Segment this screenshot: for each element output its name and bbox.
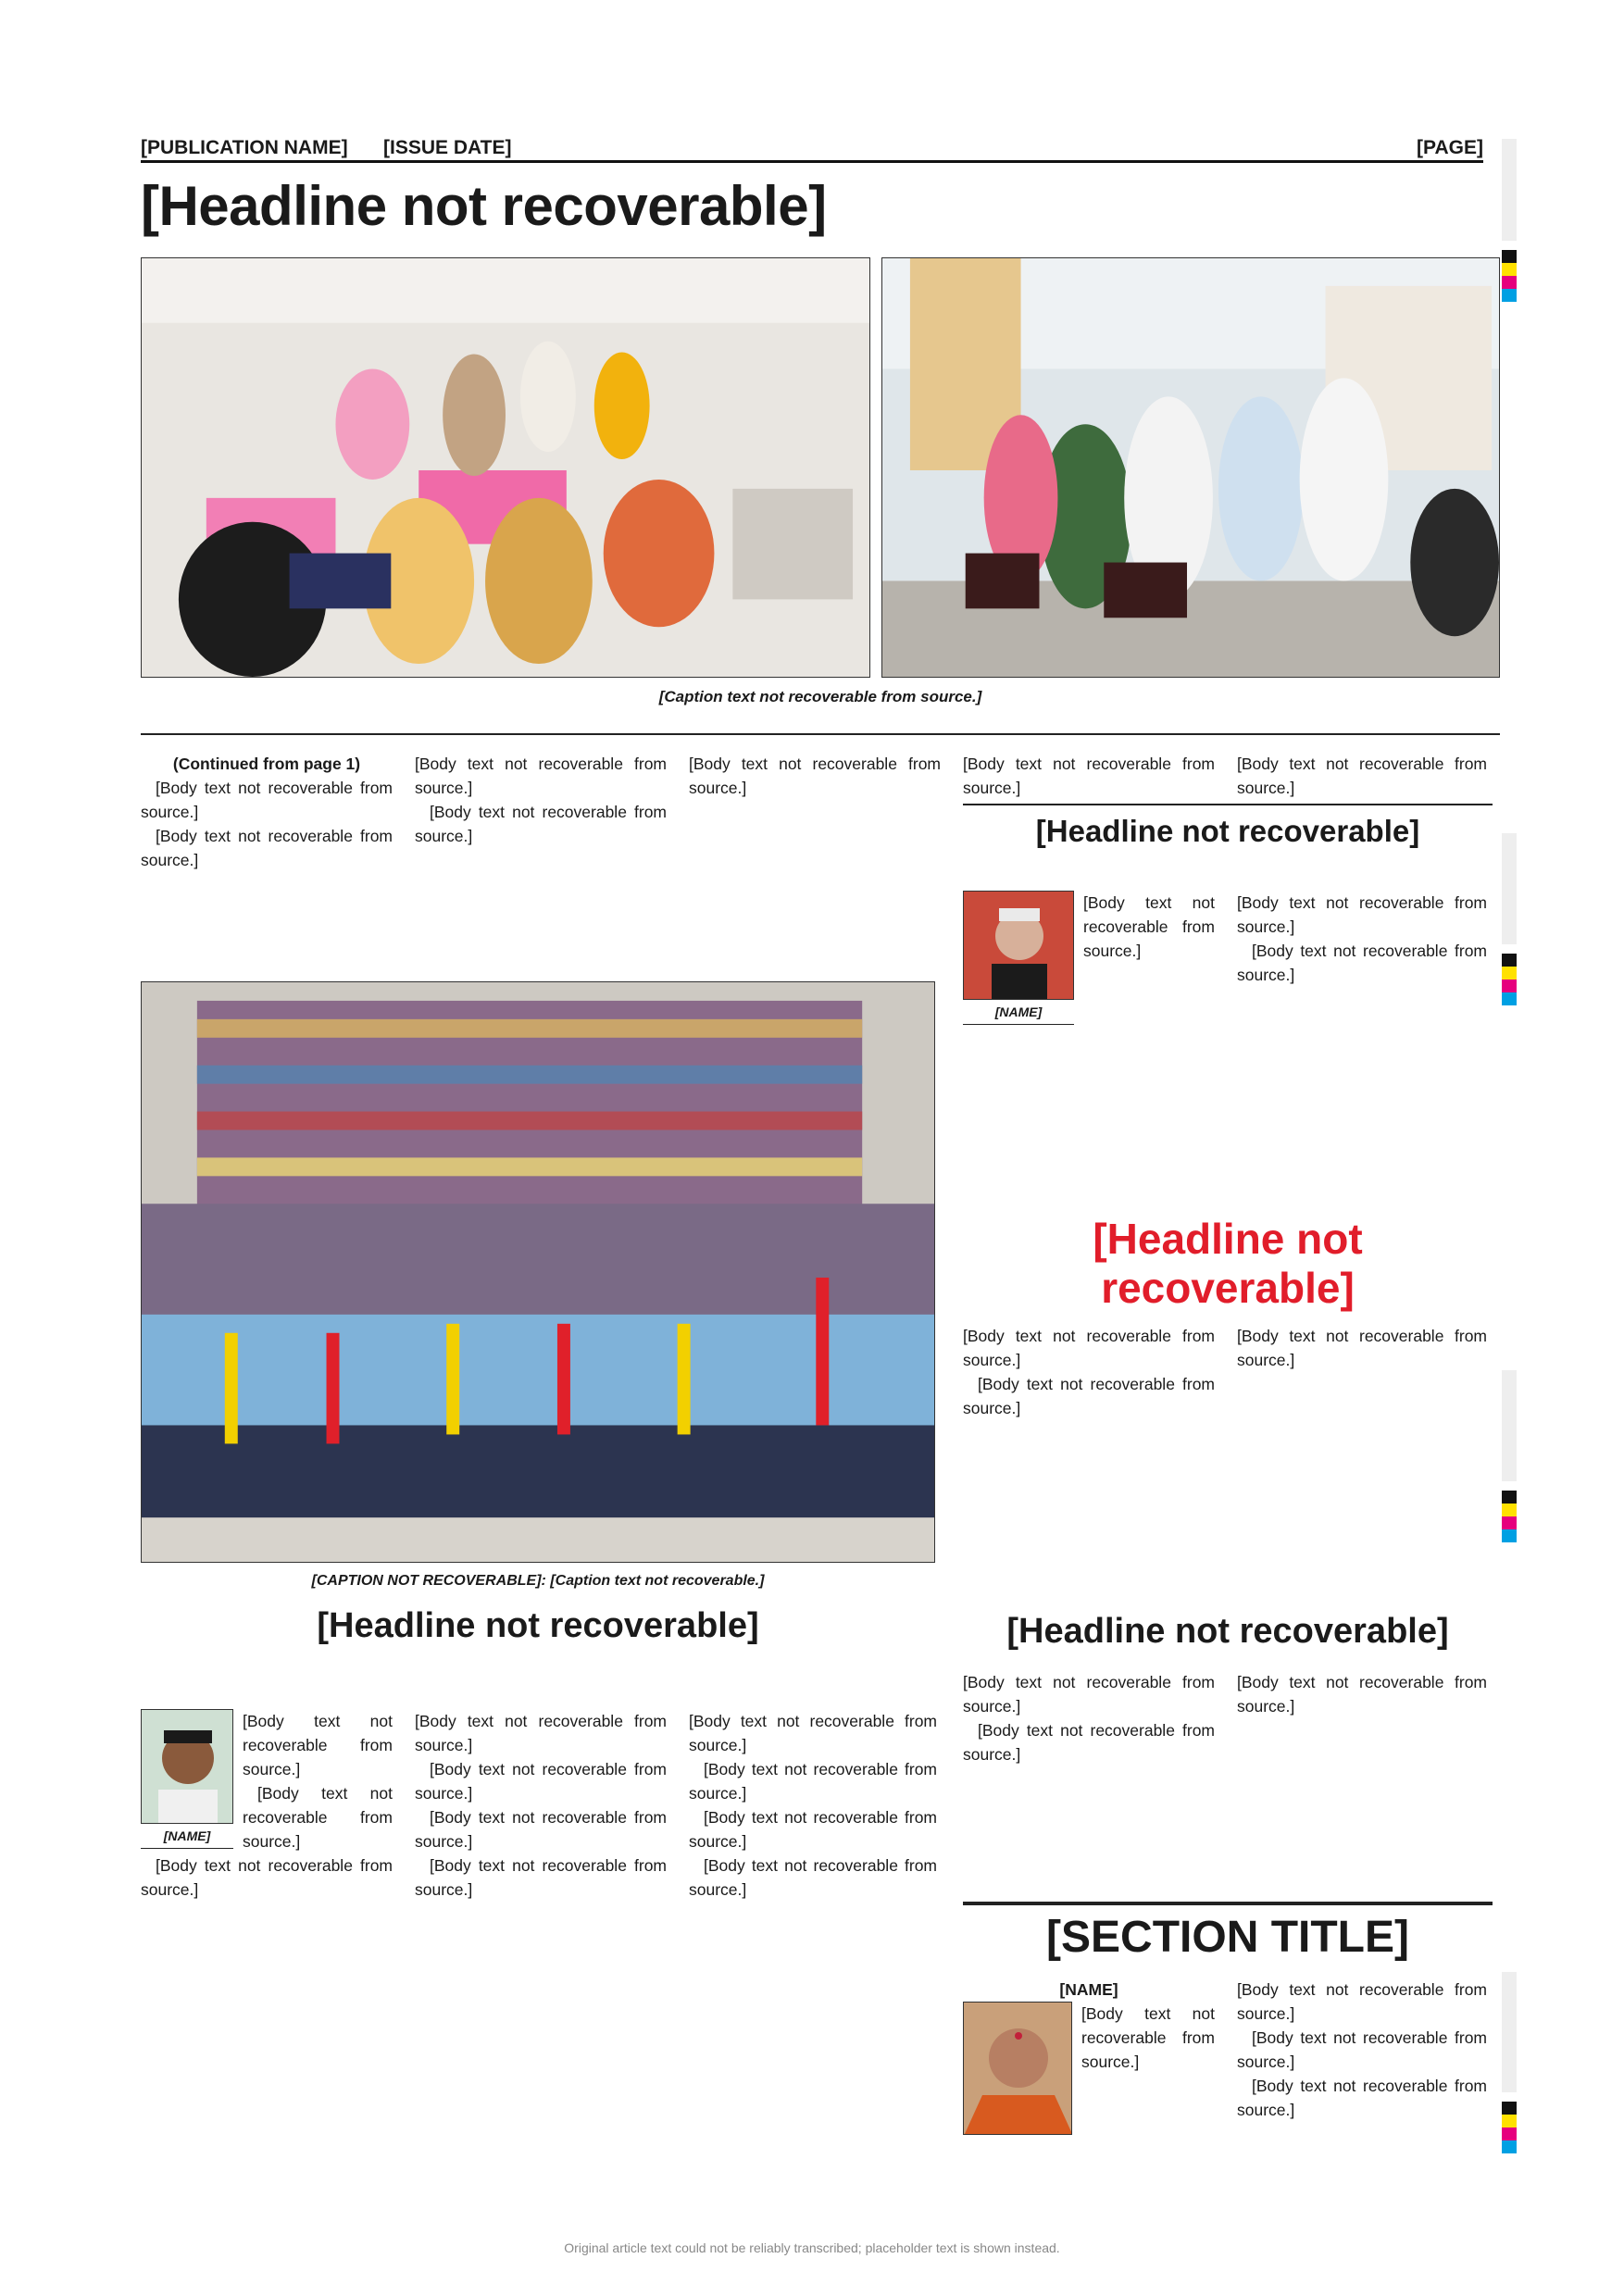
top-photo-caption: [Caption text not recoverable from source.] [658,688,982,705]
paragraph: [Body text not recoverable from source.] [963,1375,1215,1417]
page-number: [PAGE] [1417,137,1483,158]
paragraph: [Body text not recoverable from source.] [243,1784,393,1851]
mugshot-block [141,1709,233,1849]
paragraph: [Body text not recoverable from source.] [1083,893,1215,960]
paragraph: [Body text not recoverable from source.] [415,803,667,845]
children-photo-caption: [CAPTION NOT RECOVERABLE]: [Caption text not recoverable.] [311,1573,765,1589]
caption-rule [141,733,1500,735]
paragraph: [Body text not recoverable from source.] [963,1721,1215,1764]
obituary-photo [963,2002,1072,2135]
paragraph: [Body text not recoverable from source.] [1237,893,1487,936]
paragraph: [Body text not recoverable from source.] [689,1808,937,1851]
placeholder-note: Original article text could not be reliably transcribed; placeholder text is shown instead. [564,2240,1060,2255]
publication-name: [PUBLICATION NAME] [141,137,348,158]
story1-column-4 [963,752,1215,800]
closed-headline: [Headline not recoverable] [1093,1215,1363,1312]
mugshot-caption: [NAME] [141,1824,233,1849]
paragraph: [Body text not recoverable from source.] [689,1760,937,1803]
paragraph: [Body text not recoverable from source.] [415,1856,667,1899]
registration-mark [1502,2102,1517,2153]
paragraph: [Body text not recoverable from source.] [415,755,667,797]
paragraph: [Body text not recoverable from source.] [689,755,941,797]
story1-column-2 [415,752,667,848]
story1-column-3 [689,752,941,800]
margin-gray-bar [1502,833,1517,944]
resolution-headline: [Headline not recoverable] [317,1606,759,1645]
obituary-headline: [SECTION TITLE] [1046,1913,1409,1962]
obituary-rule [963,1902,1493,1905]
paragraph: [Body text not recoverable from source.] [689,1712,937,1754]
photo-volunteers-registering [141,257,870,678]
resolution-column-3 [689,1709,937,1902]
margin-gray-bar [1502,1370,1517,1481]
mugshot-photo [963,891,1074,1000]
paragraph: [Body text not recoverable from source.] [963,1673,1215,1716]
paragraph: [Body text not recoverable from source.] [415,1808,667,1851]
margin-gray-bar [1502,139,1517,241]
feted-column-b [1237,891,1487,987]
paragraph: [Body text not recoverable from source.] [1237,1980,1487,2023]
feted-column-a [963,891,1215,1029]
paragraph: [Body text not recoverable from source.] [141,1856,393,1899]
main-headline: [Headline not recoverable] [141,175,827,237]
resolution-column-2 [415,1709,667,1902]
issue-date: [ISSUE DATE] [383,137,512,158]
paragraph: [Body text not recoverable from source.] [689,1856,937,1899]
obituary-name: [NAME] [1059,1980,1118,1999]
paragraph: [Body text not recoverable from source.] [415,1760,667,1803]
paragraph: [Body text not recoverable from source.] [1237,2028,1487,2071]
photo-delegates-stepping-out [881,257,1500,678]
closed-column-b [1237,1324,1487,1372]
mugshot-caption: [NAME] [963,1000,1074,1025]
paragraph: [Body text not recoverable from source.] [141,779,393,821]
paragraph: [Body text not recoverable from source.] [1081,2004,1215,2071]
mugshot-block [963,891,1074,1025]
resolution-column-1 [141,1709,393,1902]
chain-column-b [1237,1670,1487,1718]
registration-mark [1502,1491,1517,1542]
paragraph: [Body text not recoverable from source.] [415,1712,667,1754]
story1-column-1 [141,752,393,872]
paragraph: [Body text not recoverable from source.] [1237,2077,1487,2119]
masthead [141,135,1483,163]
mugshot-photo [141,1709,233,1824]
continued-label: (Continued from page 1) [172,755,361,773]
story1-column-5 [1237,752,1487,800]
feted-headline: [Headline not recoverable] [1035,814,1420,848]
paragraph: [Body text not recoverable from source.] [963,1327,1215,1369]
paragraph: [Body text not recoverable from source.] [1237,1673,1487,1716]
section-rule [963,804,1493,805]
paragraph: [Body text not recoverable from source.] [141,827,393,869]
photo-school-children [141,981,935,1563]
obituary-column-a [963,1978,1215,2139]
paragraph: [Body text not recoverable from source.] [1237,755,1487,797]
paragraph: [Body text not recoverable from source.] [1237,1327,1487,1369]
chain-column-a [963,1670,1215,1766]
chain-headline: [Headline not recoverable] [1006,1612,1449,1651]
paragraph: [Body text not recoverable from source.] [243,1712,393,1778]
margin-gray-bar [1502,1972,1517,2092]
obituary-column-b [1237,1978,1487,2122]
closed-column-a [963,1324,1215,1420]
paragraph: [Body text not recoverable from source.] [963,755,1215,797]
registration-mark [1502,954,1517,1005]
paragraph: [Body text not recoverable from source.] [1237,942,1487,984]
registration-mark [1502,250,1517,302]
